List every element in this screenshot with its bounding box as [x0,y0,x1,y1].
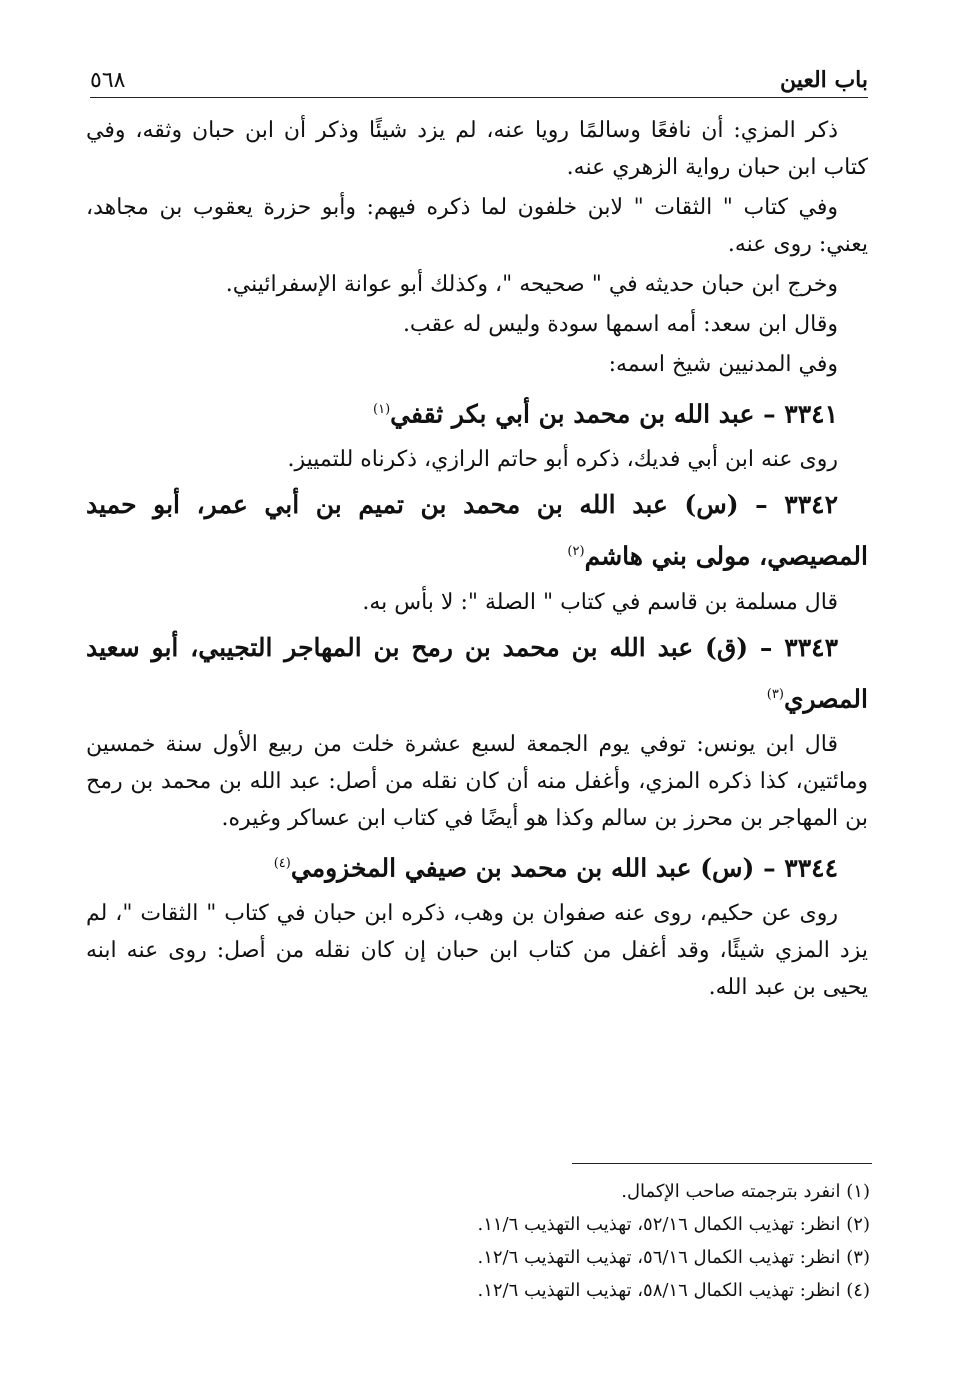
page-number: ٥٦٨ [90,68,126,93]
entry-title: ٣٣٤٤ – (س) عبد الله بن محمد بن صيفي المخزومي [290,853,838,883]
paragraph: ذكر المزي: أن نافعًا وسالمًا رويا عنه، لم يزد شيئًا وذكر أن ابن حبان وثقه، وفي كتاب ابن حبان رواية الزهري عنه. [86,118,868,180]
paragraph: وخرج ابن حبان حديثه في " صحيحه "، وكذلك أبو عوانة الإسفرائيني. [225,272,838,297]
footnote-ref: (٢) [567,544,585,560]
entry-title: ٣٣٤٢ – (س) عبد الله بن محمد بن تميم بن أبي عمر، أبو حميد المصيصي، مولى بني هاشم [86,490,868,571]
footnote: (٤) انظر: تهذيب الكمال ٥٨/١٦، تهذيب التهذيب ١٢/٦. [477,1280,870,1301]
page-body [86,112,868,1009]
paragraph: وقال ابن سعد: أمه اسمها سودة وليس له عقب. [402,312,838,337]
paragraph: وفي المدنيين شيخ اسمه: [608,352,838,377]
footnotes [90,1175,870,1307]
footnote-separator [572,1163,872,1164]
footnote-ref: (٣) [766,686,784,702]
entry-text: روى عنه ابن أبي فديك، ذكره أبو حاتم الرازي، ذكرناه للتمييز. [287,447,838,473]
footnote-ref: (١) [373,402,391,417]
footnote: (٢) انظر: تهذيب الكمال ٥٢/١٦، تهذيب التهذيب ١١/٦. [477,1214,870,1235]
entry-text: روى عن حكيم، روى عنه صفوان بن وهب، ذكره ابن حبان في كتاب " الثقات "، لم يزد المزي شيئًا، وقد أغفل من كتاب ابن حبان إن كان نقله من أصل: روى عنه ابنه يحيى بن عبد الله. [86,901,868,1001]
entry-title: ٣٣٤١ – عبد الله بن محمد بن أبي بكر ثقفي [390,399,838,429]
footnote-ref: (٤) [273,855,291,871]
entry-heading-3344 [86,840,868,891]
entry-heading-3341 [86,386,868,437]
paragraph: وفي كتاب " الثقات " لابن خلفون لما ذكره فيهم: وأبو حزرة يعقوب بن مجاهد، يعني: روى عنه. [86,195,868,257]
entry-text: قال مسلمة بن قاسم في كتاب " الصلة ": لا بأس به. [362,589,838,615]
page-header [90,58,868,98]
chapter-title: باب العين [779,67,868,93]
entry-title: ٣٣٤٣ – (ق) عبد الله بن محمد بن رمح بن المهاجر التجيبي، أبو سعيد المصري [86,632,868,713]
footnote: (٣) انظر: تهذيب الكمال ٥٦/١٦، تهذيب التهذيب ١٢/٦. [477,1247,870,1268]
footnote: (١) انفرد بترجمته صاحب الإكمال. [621,1181,870,1202]
entry-heading-3342 [86,481,868,579]
entry-heading-3343 [86,624,868,722]
entry-text: قال ابن يونس: توفي يوم الجمعة لسبع عشرة خلت من ربيع الأول سنة خمسين ومائتين، كذا ذكره المزي، وأغفل منه أن كان نقله من أصل: عبد الله بن محمد بن رمح بن المهاجر بن محرز بن سالم وكذا هو أيضًا في كتاب ابن عساكر وغيره. [86,731,868,831]
